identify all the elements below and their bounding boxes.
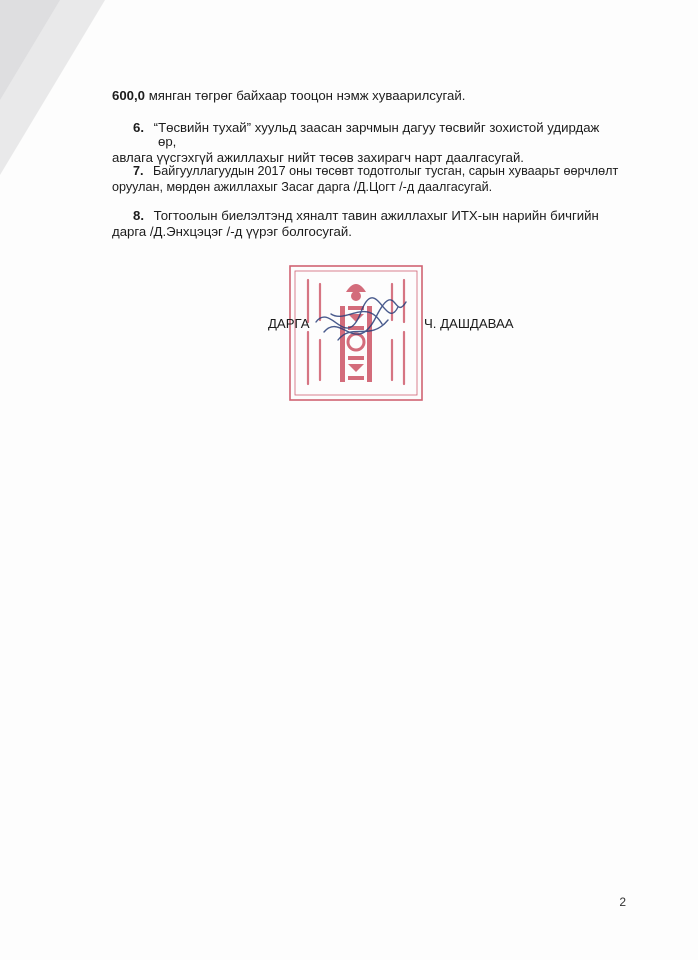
paragraph-6-line-3: авлага үүсгэхгүй ажиллахыг нийт төсөв захирагч нарт даалгасугай. [112, 150, 524, 165]
paragraph-5-text: мянган төгрөг байхаар тооцон нэмж хуваарилсугай. [148, 88, 466, 103]
amount-bold: 600,0 [112, 88, 146, 103]
paragraph-7-text-1: Байгууллагуудын 2017 оны төсөвт тодотголыг тусган, сарын хуваарьт өөрчлөлт [153, 164, 619, 178]
paragraph-7-number: 7. [133, 164, 144, 178]
paragraph-8-line-2: дарга /Д.Энхцэцэг /-д үүрэг болгосугай. [112, 224, 352, 239]
paragraph-5-tail [112, 88, 465, 104]
page-number: 2 [619, 895, 626, 909]
paragraph-8-text-1: Тогтоолын биелэлтэнд хяналт тавин ажиллахыг ИТХ-ын нарийн бичгийн [153, 208, 599, 223]
signatory-name: Ч. ДАШДАВАА [424, 316, 514, 331]
paragraph-7-line-1 [133, 163, 618, 179]
signatory-title: ДАРГА [268, 316, 310, 331]
paragraph-8-number: 8. [133, 208, 144, 223]
paragraph-6-line-2: өр, [158, 134, 177, 149]
paragraph-6-text-1: “Төсвийн тухай” хуульд заасан зарчмын дагуу төсвийг зохистой удирдаж [153, 120, 600, 135]
paragraph-8-line-1 [133, 208, 599, 224]
paragraph-6-line-1 [133, 120, 599, 136]
official-seal-stamp [286, 262, 426, 404]
paragraph-6-number: 6. [133, 120, 144, 135]
paragraph-7-line-2: оруулан, мөрдөн ажиллахыг Засаг дарга /Д.Цогт /-д даалгасугай. [112, 180, 493, 194]
